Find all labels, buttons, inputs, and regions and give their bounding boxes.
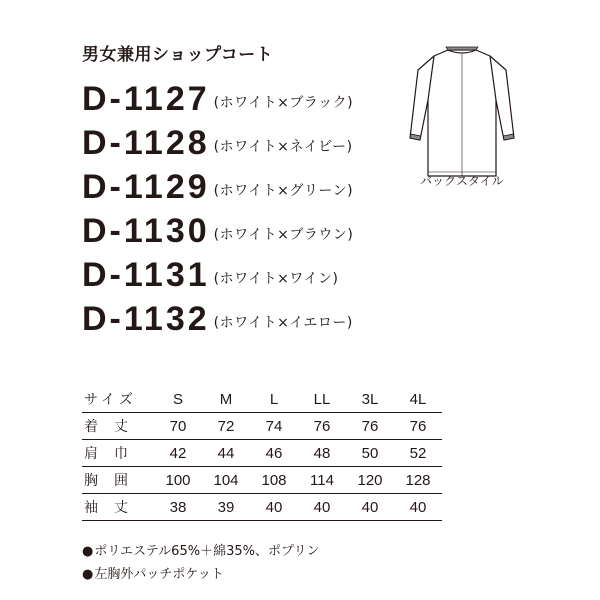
size-header: S (154, 386, 202, 413)
table-cell: 72 (202, 413, 250, 440)
table-cell: 52 (394, 440, 442, 467)
note-item: ● 左胸外パッチポケット (82, 563, 319, 586)
model-code: D-1132 (82, 300, 210, 338)
table-cell: 40 (298, 494, 346, 521)
size-header: LL (298, 386, 346, 413)
table-cell: 100 (154, 467, 202, 494)
table-cell: 38 (154, 494, 202, 521)
size-header-row (82, 386, 442, 413)
model-row (82, 292, 353, 336)
table-cell: 128 (394, 467, 442, 494)
model-row (82, 72, 353, 116)
table-row (82, 413, 442, 440)
model-code: D-1128 (82, 124, 210, 162)
size-header: M (202, 386, 250, 413)
size-header: L (250, 386, 298, 413)
table-cell: 46 (250, 440, 298, 467)
row-label: 肩巾 (82, 440, 154, 467)
note-item: ● ポリエステル65%＋綿35%、ポプリン (82, 540, 319, 563)
row-label: 袖丈 (82, 494, 154, 521)
model-list (82, 72, 353, 336)
table-cell: 44 (202, 440, 250, 467)
size-header: 4L (394, 386, 442, 413)
product-title: 男女兼用ショップコート (82, 45, 274, 65)
size-header-label: サイズ (82, 386, 154, 413)
model-code: D-1129 (82, 168, 210, 206)
table-cell: 39 (202, 494, 250, 521)
table-cell: 42 (154, 440, 202, 467)
table-row (82, 440, 442, 467)
table-cell: 40 (394, 494, 442, 521)
table-cell: 76 (298, 413, 346, 440)
table-cell: 108 (250, 467, 298, 494)
model-color: (ホワイト×ブラウン) (213, 227, 354, 243)
table-cell: 76 (394, 413, 442, 440)
model-code: D-1127 (82, 80, 210, 118)
table-cell: 40 (346, 494, 394, 521)
row-label: 着丈 (82, 413, 154, 440)
coat-back-illustration (408, 42, 516, 182)
model-color: (ホワイト×ネイビー) (213, 139, 353, 155)
table-cell: 74 (250, 413, 298, 440)
table-row (82, 467, 442, 494)
model-row (82, 248, 353, 292)
model-color: (ホワイト×ブラック) (213, 95, 354, 111)
model-color: (ホワイト×グリーン) (213, 183, 354, 199)
back-style-caption: バックスタイル (420, 174, 504, 188)
table-cell: 114 (298, 467, 346, 494)
model-color: (ホワイト×イエロー) (213, 315, 353, 331)
table-cell: 76 (346, 413, 394, 440)
table-cell: 104 (202, 467, 250, 494)
table-cell: 48 (298, 440, 346, 467)
table-cell: 40 (250, 494, 298, 521)
table-row (82, 494, 442, 521)
model-row (82, 116, 353, 160)
material-notes (82, 540, 319, 586)
size-header: 3L (346, 386, 394, 413)
size-table (82, 386, 442, 521)
model-code: D-1130 (82, 212, 210, 250)
model-row (82, 204, 353, 248)
table-cell: 50 (346, 440, 394, 467)
model-row (82, 160, 353, 204)
model-code: D-1131 (82, 256, 210, 294)
table-cell: 120 (346, 467, 394, 494)
row-label: 胸囲 (82, 467, 154, 494)
table-cell: 70 (154, 413, 202, 440)
model-color: (ホワイト×ワイン) (213, 271, 339, 287)
